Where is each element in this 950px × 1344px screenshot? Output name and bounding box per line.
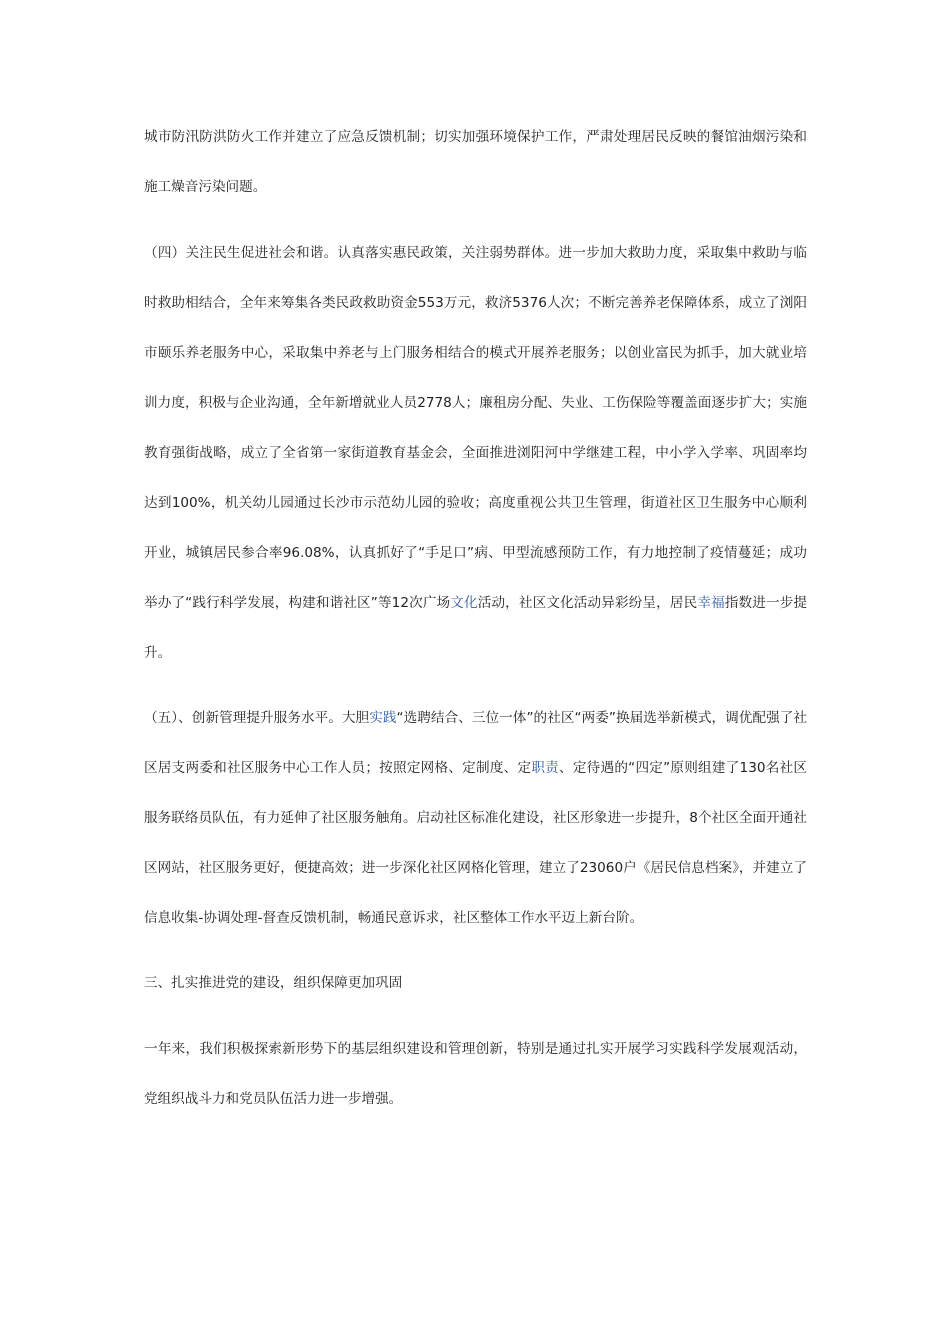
link-duties[interactable]: 职责 — [531, 760, 559, 776]
paragraph-text: “选聘结合、三位一体”的社区“两委”换届选举新模式，调优配强了社区居支两委和社区服务中心工作人员；按照定网格、定制度、定 — [144, 710, 807, 776]
link-happiness[interactable]: 幸福 — [697, 595, 725, 611]
paragraph-livelihood — [144, 228, 807, 678]
paragraph-text: 城市防汛防洪防火工作并建立了应急反馈机制；切实加强环境保护工作，严肃处理居民反映的餐馆油烟污染和施工燥音污染问题。 — [144, 129, 807, 195]
paragraph-text: （五）、创新管理提升服务水平。大胆 — [144, 710, 370, 726]
link-culture[interactable]: 文化 — [450, 595, 478, 611]
link-practice[interactable]: 实践 — [369, 710, 397, 726]
paragraph-party-building — [144, 1024, 807, 1124]
section-heading-party-building — [144, 958, 807, 1008]
paragraph-text: 指数进一步提升。 — [144, 595, 808, 661]
paragraph-management — [144, 693, 807, 943]
paragraph-text: （四）关注民生促进社会和谐。认真落实惠民政策，关注弱势群体。进一步加大救助力度，采取集中救助与临时救助相结合，全年来筹集各类民政救助资金553万元，救济5376人次；不断完善养老保障体系，成立了浏阳市颐乐养老服务中心，采取集中养老与上门服务相结合的模式开展养老服务；以创业富民为抓手，加大就业培训力度，积极与企业沟通，全年新增就业人员2778人；廉租房分配、失业、工伤保险等覆盖面逐步扩大；实施教育强街战略，成立了全省第一家街道教育基金会，全面推进浏阳河中学继建工程，中小学入学率、巩固率均达到100%，机关幼儿园通过长沙市示范幼儿园的验收；高度重视公共卫生管理，街道社区卫生服务中心顺利开业，城镇居民参合率96.08%，认真抓好了“手足口”病、甲型流感预防工作，有力地控制了疫情蔓延；成功举办了“践行科学发展，构建和谐社区”等12次广场 — [144, 245, 807, 611]
paragraph-text: 一年来，我们积极探索新形势下的基层组织建设和管理创新，特别是通过扎实开展学习实践科学发展观活动，党组织战斗力和党员队伍活力进一步增强。 — [144, 1041, 807, 1107]
paragraph-text: 活动，社区文化活动异彩纷呈，居民 — [477, 595, 698, 611]
paragraph-environment — [144, 112, 807, 212]
heading-text: 三、扎实推进党的建设，组织保障更加巩固 — [144, 975, 403, 991]
paragraph-text: 、定待遇的“四定”原则组建了130名社区服务联络员队伍，有力延伸了社区服务触角。启动社区标准化建设，社区形象进一步提升，8个社区全面开通社区网站，社区服务更好，便捷高效；进一步深化社区网格化管理，建立了23060户《居民信息档案》，并建立了信息收集-协调处理-督查反馈机制，畅通民意诉求，社区整体工作水平迈上新台阶。 — [144, 760, 808, 926]
